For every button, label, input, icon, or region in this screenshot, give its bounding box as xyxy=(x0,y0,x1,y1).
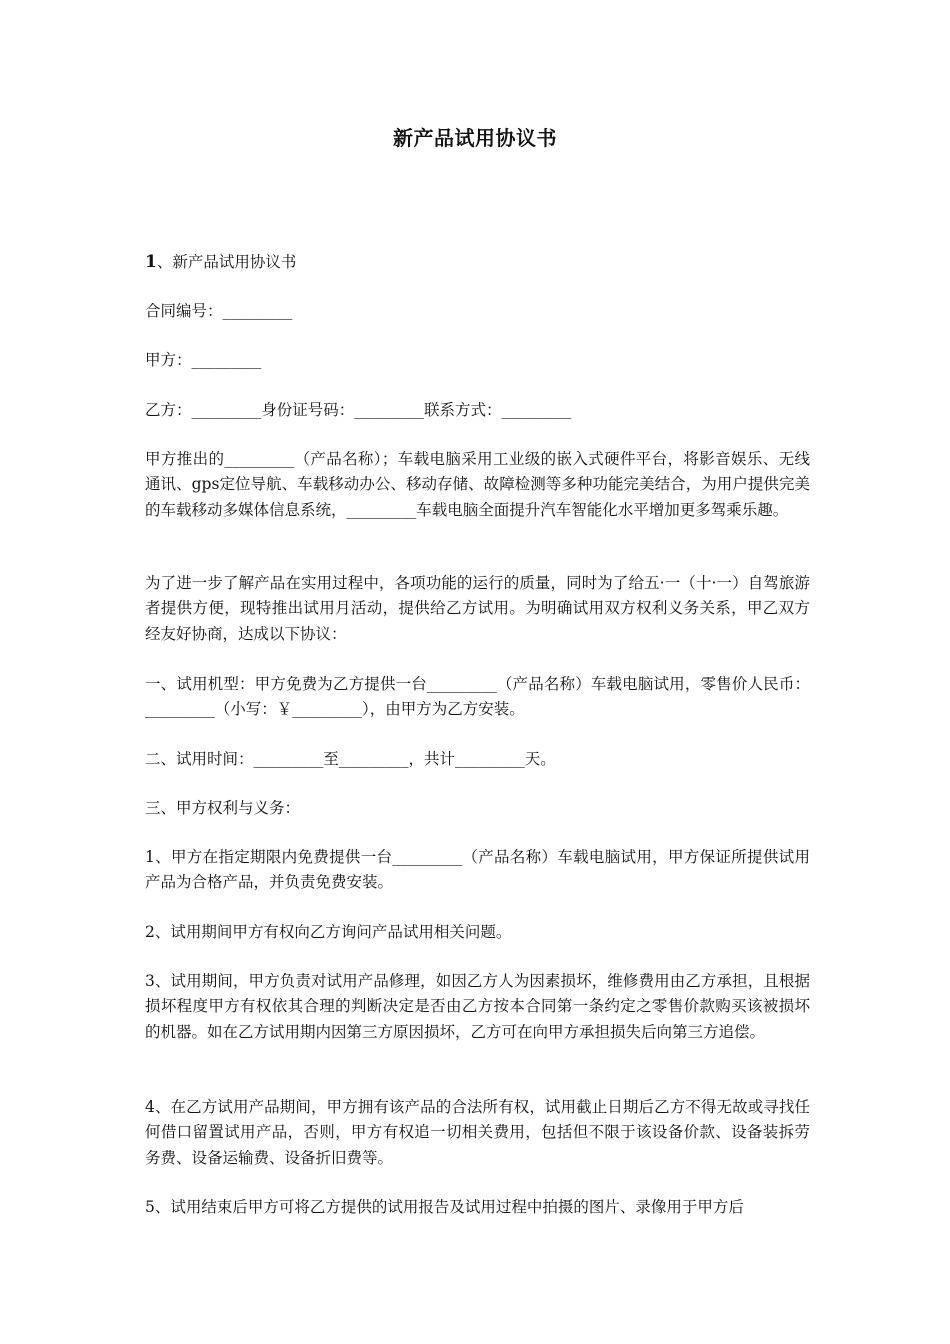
clause-party-a-heading: 三、甲方权利与义务： xyxy=(145,799,301,817)
clause-a-item-2: 2、试用期间甲方有权向乙方询问产品试用相关问题。 xyxy=(145,923,512,941)
intro-paragraph: 甲方推出的_________（产品名称）；车载电脑采用工业级的嵌入式硬件平台，将影音娱乐、无线通讯、gps定位导航、车载移动办公、移动存储、故障检测等多种功能完美结合，为用户提供完美的车载移动多媒体信息系统，_________车载电脑全面提升汽车智能化水平增加更多驾乘乐趣。 xyxy=(145,450,810,519)
section-heading-text: 、新产品试用协议书 xyxy=(156,253,297,271)
contract-number-line: 合同编号：_________ xyxy=(145,302,293,320)
document-title: 新产品试用协议书 xyxy=(393,126,557,150)
clause-a-item-3: 3、试用期间，甲方负责对试用产品修理，如因乙方人为因素损坏，维修费用由乙方承担，且根据损坏程度甲方有权依其合理的判断决定是否由乙方按本合同第一条约定之零售价款购买该被损坏的机器。如在乙方试用期内因第三方原因损坏，乙方可在向甲方承担损失后向第三方追偿。 xyxy=(145,972,810,1041)
party-b-line: 乙方：_________身份证号码：_________联系方式：_________ xyxy=(145,401,572,419)
section-heading xyxy=(145,250,810,275)
section-heading-number: 1 xyxy=(145,252,157,272)
purpose-paragraph: 为了进一步了解产品在实用过程中，各项功能的运行的质量，同时为了给五·一（十·一）自驾旅游者提供方便，现特推出试用月活动，提供给乙方试用。为明确试用双方权利义务关系，甲乙双方经友好协商，达成以下协议： xyxy=(145,574,810,643)
party-a-line: 甲方：_________ xyxy=(145,351,262,369)
clause-a-item-4: 4、在乙方试用产品期间，甲方拥有该产品的合法所有权，试用截止日期后乙方不得无故或寻找任何借口留置试用产品，否则，甲方有权追一切相关费用，包括但不限于该设备价款、设备装拆劳务费、设备运输费、设备折旧费等。 xyxy=(145,1098,810,1167)
clause-a-item-5: 5、试用结束后甲方可将乙方提供的试用报告及试用过程中拍摄的图片、录像用于甲方后 xyxy=(145,1198,744,1216)
clause-a-item-1: 1、甲方在指定期限内免费提供一台_________（产品名称）车载电脑试用，甲方保证所提供试用产品为合格产品，并负责免费安装。 xyxy=(145,848,810,892)
clause-trial-period: 二、试用时间：_________至_________，共计_________天。 xyxy=(145,750,556,768)
clause-trial-model: 一、试用机型：甲方免费为乙方提供一台_________（产品名称）车载电脑试用，零售价人民币：_________（小写：￥_________），由甲方为乙方安装。 xyxy=(145,675,810,719)
